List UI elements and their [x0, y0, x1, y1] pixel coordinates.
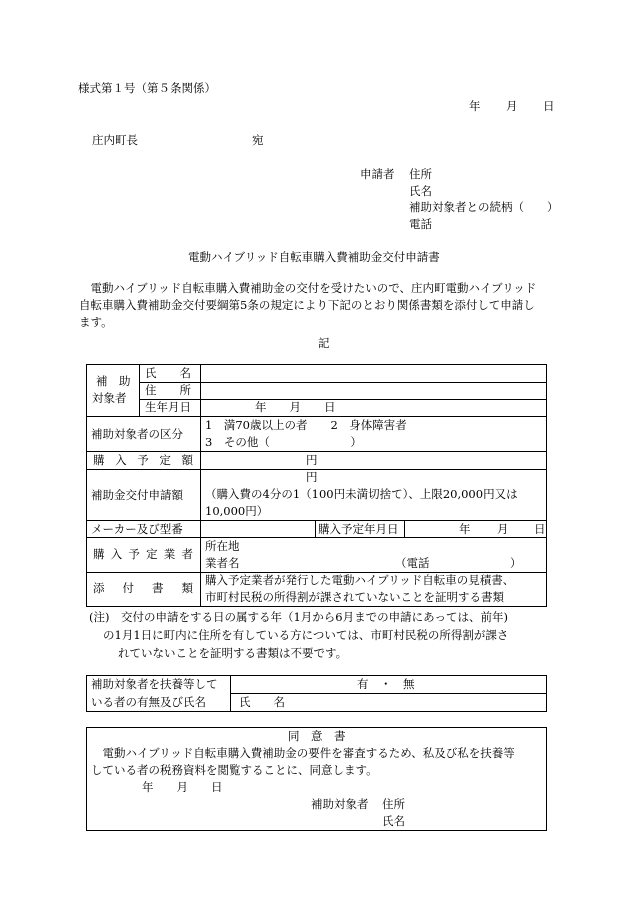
dependents-table: [86, 675, 547, 712]
birth-label: 生年月日: [145, 400, 191, 414]
category-label: 補助対象者の区分: [91, 427, 183, 441]
label-text: 入: [115, 453, 127, 467]
consent-line1: 電動ハイブリッド自転車購入費補助金の要件を審査するため、私及び私を扶養等: [91, 746, 515, 760]
purchase-date-year: 年: [459, 522, 471, 536]
intro-line: 電動ハイブリッド自転車購入費補助金の交付を受けたいので、庄内町電動ハイブリッド: [79, 281, 537, 295]
consent-date: 年 月 日: [142, 780, 223, 794]
label-text: 額: [181, 453, 193, 467]
consent-box: [86, 727, 547, 831]
date-month: 月: [506, 99, 518, 113]
note-line: (注) 交付の申請をする日の属する年（1月から6月までの申請にあっては、前年): [89, 610, 508, 624]
label-text: 定: [146, 547, 158, 561]
dependents-name-label: 氏 名: [239, 695, 285, 709]
request-line1: （購入費の4分の1（100円未満切捨て）、上限20,000円又は: [205, 487, 518, 501]
name-label: 氏 名: [145, 366, 191, 380]
label-text: 業: [163, 547, 176, 561]
label-text: 定: [159, 453, 171, 467]
intro-line: ます。: [79, 315, 113, 329]
subject-label-2: 対象者: [92, 391, 127, 405]
addressee-suffix: 宛: [252, 133, 264, 147]
label-text: 予: [137, 453, 149, 467]
label-text: 付: [122, 581, 134, 595]
label-text: 購: [93, 547, 105, 561]
consent-line2: している者の税務資料を閲覧することに、同意します。: [91, 763, 378, 777]
date-day: 日: [543, 99, 555, 113]
intro-line: 自転車購入費補助金交付要綱第5条の規定により下記のとおり関係書類を添付して申請し: [79, 298, 535, 312]
request-label: 補助金交付申請額: [91, 488, 183, 502]
application-table: [86, 364, 547, 573]
consent-person-label: 補助対象者: [311, 797, 369, 811]
vendor-name: 業者名: [205, 556, 240, 570]
applicant-label: 申請者: [360, 167, 395, 181]
address-label: 住 所: [145, 383, 191, 397]
label-text: 予: [128, 547, 140, 561]
consent-title: 同 意 書: [288, 729, 346, 743]
label-text: 類: [181, 581, 193, 595]
attach-label: [93, 582, 193, 595]
form-number: 様式第１号（第５条関係）: [78, 81, 216, 95]
attachments-row: [86, 571, 547, 607]
consent-address: 住所: [382, 797, 405, 811]
category-line1: 1 満70歳以上の者 2 身体障害者: [205, 418, 407, 432]
ki-label: 記: [318, 336, 330, 350]
purchase-date-label: 購入予定年月日: [318, 522, 399, 536]
document-title: 電動ハイブリッド自転車購入費補助金交付申請書: [188, 250, 440, 264]
request-yen: 円: [306, 470, 318, 484]
label-text: 書: [152, 581, 164, 595]
subject-label-1: 補 助: [96, 374, 131, 388]
dependents-yes-no: 有 ・ 無: [357, 677, 415, 691]
vendor-address: 所在地: [205, 539, 240, 553]
applicant-name: 氏名: [409, 184, 432, 198]
label-text: 添: [93, 581, 105, 595]
vendor-label: [93, 548, 193, 561]
purchase-date-day: 日: [534, 522, 546, 536]
addressee-name: 庄内町長: [92, 133, 138, 147]
note-line: の1月1日に町内に住所を有している方については、市町村民税の所得割が課さ: [103, 628, 509, 642]
note-line: れていないことを証明する書類は不要です。: [118, 646, 348, 660]
intro-paragraph: [79, 280, 551, 331]
applicant-relation: 補助対象者との続柄（ ）: [409, 200, 559, 214]
attach-line1: 購入予定業者が発行した電動ハイブリッド自転車の見積書、: [205, 573, 515, 587]
vendor-phone: （電話 ）: [395, 556, 522, 570]
attach-line2: 市町村民税の所得割が課されていないことを証明する書類: [205, 590, 504, 604]
label-text: 入: [110, 547, 123, 561]
birth-value: 年 月 日: [255, 400, 336, 414]
label-text: 者: [181, 547, 193, 561]
planned-amount-label: [93, 454, 193, 467]
label-text: 購: [93, 453, 105, 467]
category-line2: 3 その他（ ）: [205, 435, 362, 449]
dependents-label-1: 補助対象者を扶養等して: [91, 677, 218, 691]
consent-name: 氏名: [382, 814, 405, 828]
request-line2: 10,000円）: [205, 504, 269, 518]
purchase-date-month: 月: [497, 522, 509, 536]
maker-label: メーカー及び型番: [91, 522, 183, 536]
applicant-phone: 電話: [409, 217, 432, 231]
planned-amount-yen: 円: [306, 453, 318, 467]
date-year: 年: [469, 99, 481, 113]
applicant-address: 住所: [409, 167, 432, 181]
dependents-label-2: いる者の有無及び氏名: [91, 695, 206, 709]
